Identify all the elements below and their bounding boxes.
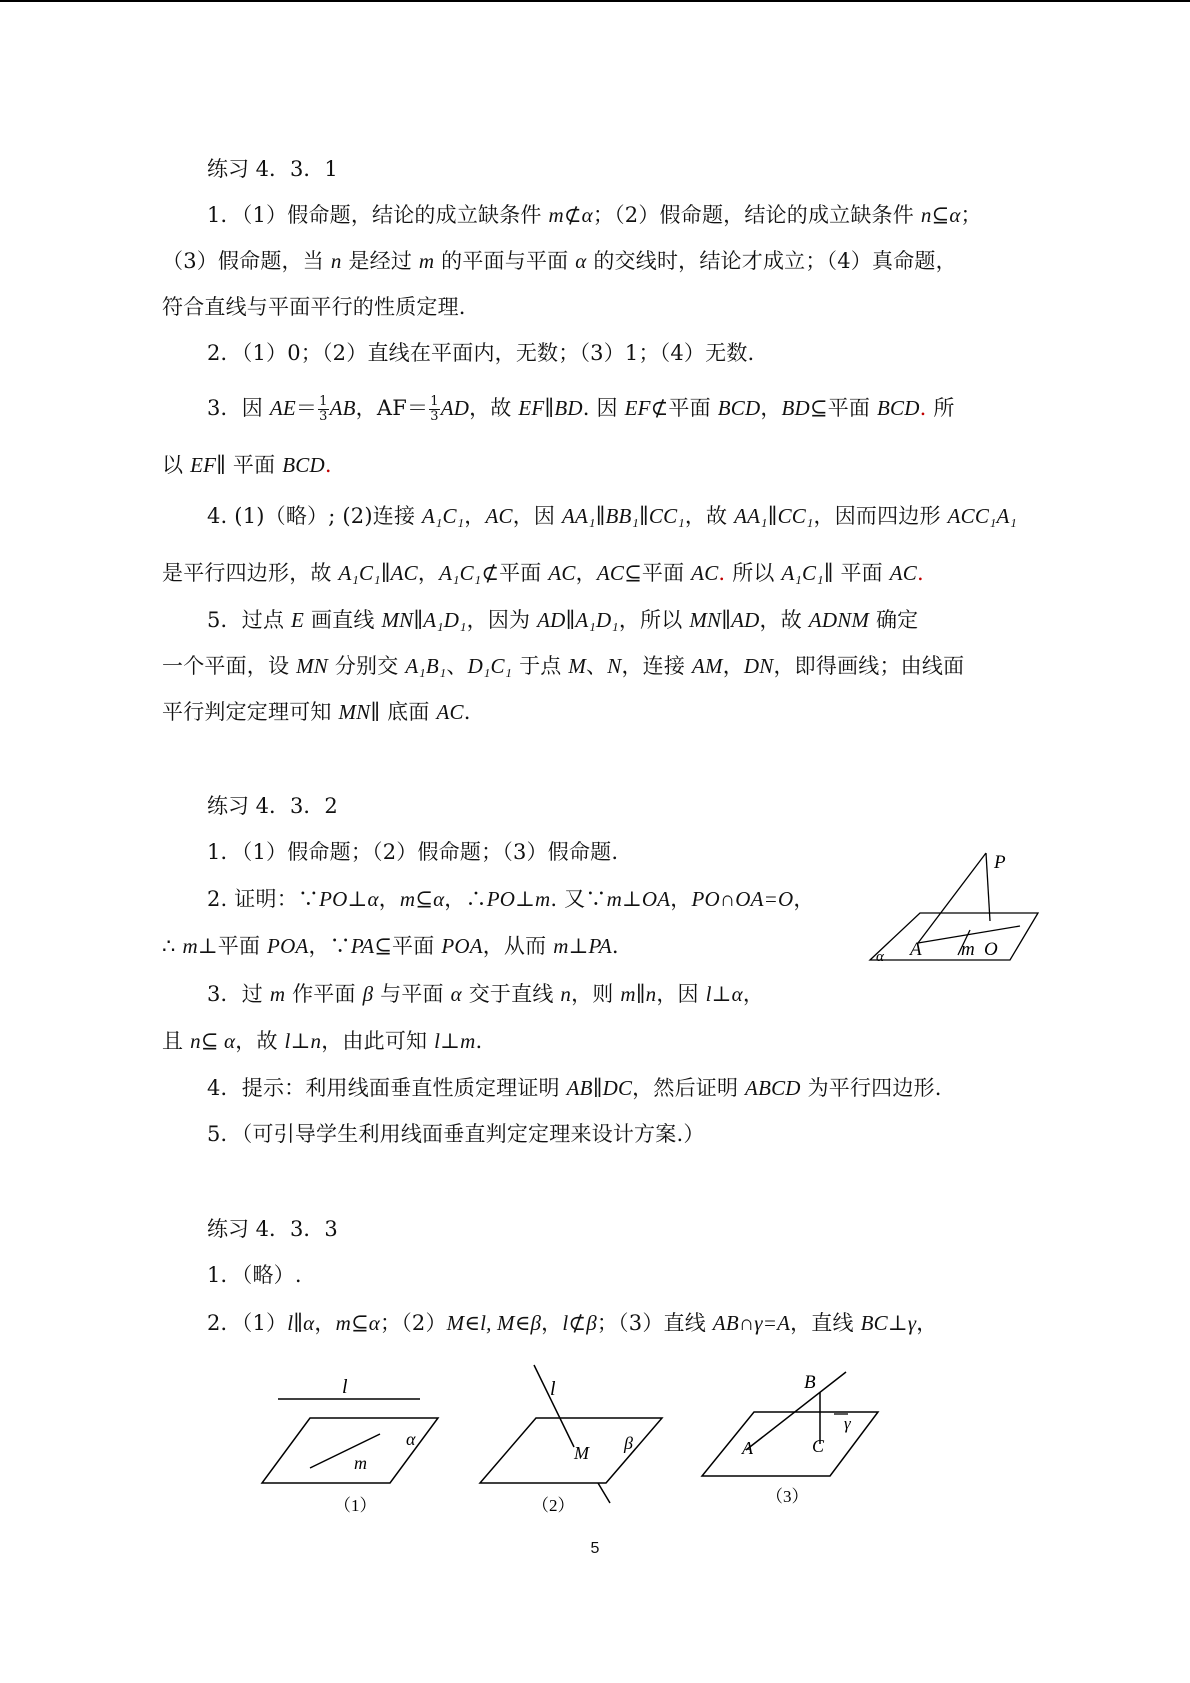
- text: ，因而四边形: [813, 504, 948, 528]
- math: A₁C₁∥: [781, 561, 834, 585]
- math: m: [269, 982, 286, 1006]
- text: 一个平面，设: [162, 654, 297, 678]
- text: ，故: [235, 1029, 285, 1053]
- math: AD: [440, 396, 470, 420]
- text: ；（3）直线: [596, 1311, 713, 1335]
- math: AC: [485, 504, 513, 528]
- label-M: M: [574, 1443, 589, 1463]
- math: m: [418, 249, 435, 273]
- label-B: B: [804, 1372, 816, 1393]
- text: 的平面与平面: [434, 249, 576, 273]
- answer-5-line-3: [162, 697, 1042, 727]
- fraction: [318, 395, 328, 424]
- text: 4．提示：利用线面垂直性质定理证明: [207, 1076, 567, 1100]
- fraction: [429, 395, 439, 424]
- label-alpha: α: [406, 1429, 416, 1449]
- math: MN∥AD: [689, 608, 760, 632]
- label-gamma: γ: [844, 1414, 851, 1433]
- math: PO⊥α: [319, 887, 379, 911]
- math: A₁C₁∥AC: [338, 561, 418, 585]
- text: ；（2）: [380, 1311, 447, 1335]
- text: 、: [446, 654, 468, 678]
- text: ，故: [684, 504, 735, 528]
- figure-plane-perpendicular: [860, 845, 1070, 970]
- math: AA₁∥CC₁: [734, 504, 814, 528]
- math: BCD: [877, 396, 920, 420]
- text: ，AF＝: [355, 396, 429, 420]
- text: ，: [760, 396, 782, 420]
- plane-gamma: [702, 1412, 878, 1476]
- text: 确定: [869, 608, 919, 632]
- math: PA: [350, 934, 375, 958]
- text: 的交线时，结论才成立；（4）真命题，: [586, 249, 957, 273]
- math: l⊄β: [562, 1311, 597, 1335]
- math: MN: [296, 654, 328, 678]
- text: 所: [926, 396, 955, 420]
- answer-1-line-3: 符合直线与平面平行的性质定理.: [162, 295, 466, 319]
- math: AB∩γ=A: [712, 1311, 791, 1335]
- text: . 因: [582, 396, 625, 420]
- section-heading-4-3-1: 练习 4．3．1: [207, 157, 338, 181]
- math: m⊥OA: [606, 887, 671, 911]
- math: ABCD: [745, 1076, 801, 1100]
- math: D₁C₁: [467, 654, 513, 678]
- label-l: l: [550, 1378, 556, 1400]
- caption-2: （2）: [532, 1496, 575, 1515]
- figure-1-line-parallel-plane: [250, 1365, 450, 1515]
- math: BCD: [282, 453, 325, 477]
- text: 2．（1）: [207, 1311, 288, 1335]
- text: 所以: [725, 561, 782, 585]
- math: EF∥BD: [518, 396, 583, 420]
- text: ，: [793, 887, 815, 911]
- math: l⊥α: [705, 982, 743, 1006]
- math: MN∥A₁D₁: [381, 608, 467, 632]
- math: ADNM: [808, 608, 870, 632]
- text: .: [611, 934, 619, 958]
- text: 交于直线: [461, 982, 561, 1006]
- answer-4: [207, 1073, 1087, 1103]
- text: ，: [670, 887, 692, 911]
- math: l⊥m: [434, 1029, 476, 1053]
- answer-1-line-1: [207, 200, 1087, 230]
- math: l⊥n: [284, 1029, 322, 1053]
- section-heading-4-3-2: 练习 4．3．2: [207, 794, 338, 818]
- text: ，然后证明: [632, 1076, 746, 1100]
- math: A₁C₁: [439, 561, 482, 585]
- label-m: m: [961, 939, 975, 960]
- fraction-denominator: 3: [319, 409, 328, 424]
- text: ，: [378, 887, 400, 911]
- math: α: [575, 249, 587, 273]
- text: ，由此可知: [321, 1029, 435, 1053]
- text: ，因: [656, 982, 706, 1006]
- text: ，因为: [466, 608, 538, 632]
- line-AB: [746, 1372, 846, 1450]
- math: BCD: [717, 396, 761, 420]
- math: AA₁∥BB₁∥CC₁: [562, 504, 685, 528]
- text: 底面: [380, 700, 437, 724]
- answer-5-line-1: [207, 605, 1087, 635]
- line-PA: [918, 853, 986, 943]
- math: M: [568, 654, 587, 678]
- math: n: [560, 982, 572, 1006]
- text: 2. 证明：∵: [207, 887, 320, 911]
- caption-3: （3）: [766, 1487, 809, 1506]
- text: 平面: [833, 561, 890, 585]
- answer-4-line-2: [162, 558, 1042, 588]
- text: ，从而: [482, 934, 554, 958]
- text: 以: [162, 453, 191, 477]
- fraction-numerator: 1: [319, 394, 328, 409]
- text: 5．过点: [207, 608, 292, 632]
- text: ，: [417, 561, 440, 585]
- text: ，连接: [621, 654, 692, 678]
- label-A: A: [910, 939, 922, 960]
- text: 是平行四边形，故: [162, 561, 339, 585]
- math: A₁C₁: [422, 504, 465, 528]
- text: ∴: [162, 934, 183, 958]
- answer-1-line-2: [162, 246, 1042, 276]
- text: .: [463, 700, 471, 724]
- plane-alpha: [262, 1418, 438, 1483]
- math: AE: [269, 396, 296, 420]
- math: PO⊥m: [486, 887, 551, 911]
- text: ⊥平面: [197, 934, 268, 958]
- math: n⊆α: [920, 203, 961, 227]
- math: N: [607, 654, 622, 678]
- label-alpha: α: [876, 949, 884, 965]
- answer-1: 1．（略）.: [207, 1263, 302, 1287]
- text: ，直线: [790, 1311, 861, 1335]
- math: M∈l, M∈β: [446, 1311, 542, 1335]
- answer-2: [207, 1308, 1087, 1338]
- answer-2: 2．（1）0；（2）直线在平面内，无数；（3）1；（4）无数.: [207, 341, 755, 365]
- red-period: .: [718, 561, 726, 585]
- text: ，: [722, 654, 744, 678]
- text: ，因: [512, 504, 563, 528]
- text: ，: [541, 1311, 563, 1335]
- math: AD∥A₁D₁: [537, 608, 619, 632]
- answer-3-line-1: [207, 979, 1087, 1009]
- text: 于点: [512, 654, 569, 678]
- text: ⊆平面: [624, 561, 692, 585]
- math: m: [182, 934, 198, 958]
- text: 3．过: [207, 982, 270, 1006]
- section-heading-4-3-3: 练习 4．3．3: [207, 1217, 338, 1241]
- caption-1: （1）: [334, 1496, 377, 1515]
- text: 是经过: [341, 249, 419, 273]
- label-l: l: [342, 1376, 348, 1398]
- text: . 又∵: [550, 887, 607, 911]
- math: AC: [889, 561, 918, 585]
- math: AB: [329, 396, 356, 420]
- fraction-numerator: 1: [430, 394, 439, 409]
- answer-1: 1．（1）假命题；（2）假命题；（3）假命题.: [207, 840, 619, 864]
- text: ，: [464, 504, 486, 528]
- text: ＝: [295, 396, 318, 420]
- line-l-below: [598, 1483, 610, 1503]
- math: n⊆ α: [190, 1029, 236, 1053]
- text: 为平行四边形.: [800, 1076, 942, 1100]
- label-A: A: [742, 1438, 753, 1458]
- text: 1．（1）假命题，结论的成立缺条件: [207, 203, 549, 227]
- math: AM: [691, 654, 723, 678]
- figure-2-line-intersect-plane: [470, 1355, 670, 1515]
- math: BD: [781, 396, 810, 420]
- math: POA: [267, 934, 309, 958]
- math: BC⊥γ: [860, 1311, 917, 1335]
- text: ，则: [571, 982, 621, 1006]
- answer-3-line-1: [207, 393, 1087, 424]
- math: AC: [548, 561, 576, 585]
- math: m⊆α: [335, 1311, 380, 1335]
- answer-5: 5．（可引导学生利用线面垂直判定定理来设计方案.）: [207, 1122, 705, 1146]
- math: m∥n: [620, 982, 657, 1006]
- text: ⊄平面: [650, 396, 718, 420]
- math: AC: [691, 561, 719, 585]
- text: ，所以: [618, 608, 690, 632]
- math: α: [450, 982, 462, 1006]
- text: 画直线: [304, 608, 382, 632]
- fraction-denominator: 3: [430, 409, 439, 424]
- top-rule: [0, 0, 1190, 2]
- math: m⊄α: [548, 203, 593, 227]
- math: AC: [436, 700, 464, 724]
- math: AB∥DC: [566, 1076, 633, 1100]
- math: E: [291, 608, 305, 632]
- math: MN∥: [338, 700, 381, 724]
- label-beta: β: [624, 1433, 633, 1453]
- text: 平行判定定理可知: [162, 700, 339, 724]
- text: 、: [586, 654, 608, 678]
- plane-beta: [480, 1418, 662, 1483]
- page-number: 5: [590, 1540, 600, 1557]
- answer-3-line-2: [162, 450, 1042, 480]
- text: ，故: [469, 396, 519, 420]
- answer-4-line-1: [207, 501, 1087, 531]
- text: 作平面: [285, 982, 363, 1006]
- text: ⊆平面: [809, 396, 877, 420]
- text: .: [475, 1029, 483, 1053]
- label-O: O: [984, 939, 998, 960]
- red-period: .: [324, 453, 332, 477]
- math: β: [362, 982, 374, 1006]
- math: ACC₁A₁: [947, 504, 1018, 528]
- math: EF: [624, 396, 651, 420]
- text: ⊆平面: [374, 934, 442, 958]
- line-m: [310, 1434, 380, 1468]
- red-period: .: [917, 561, 924, 585]
- text: 4. (1)（略）; (2)连接: [207, 504, 423, 528]
- math: POA: [441, 934, 483, 958]
- math: DN: [743, 654, 774, 678]
- math: m⊆α: [399, 887, 445, 911]
- text: ，∴: [444, 887, 487, 911]
- line-PO: [986, 853, 990, 921]
- text: 分别交: [327, 654, 406, 678]
- text: ，: [916, 1311, 938, 1335]
- math: A₁B₁: [405, 654, 447, 678]
- text: ，故: [759, 608, 809, 632]
- math: m⊥PA: [553, 934, 612, 958]
- answer-5-line-2: [162, 651, 1042, 681]
- math: l∥α: [287, 1311, 315, 1335]
- text: （3）假命题，当: [162, 249, 331, 273]
- text: ，: [742, 982, 765, 1006]
- text: ，∵: [308, 934, 351, 958]
- text: ，: [575, 561, 597, 585]
- red-period: .: [919, 396, 927, 420]
- math: AC: [596, 561, 625, 585]
- math: n: [330, 249, 342, 273]
- text: 与平面: [373, 982, 451, 1006]
- text: ，: [314, 1311, 336, 1335]
- answer-3-line-2: [162, 1026, 1042, 1056]
- label-P: P: [994, 852, 1006, 873]
- math: EF∥: [190, 453, 227, 477]
- figure-3-line-perpendicular-plane: [690, 1360, 890, 1510]
- text: ⊄平面: [481, 561, 549, 585]
- text: ；: [960, 203, 982, 227]
- text: ，即得画线；由线面: [773, 654, 965, 678]
- text: ；（2）假命题，结论的成立缺条件: [592, 203, 921, 227]
- math: PO∩OA=O: [691, 887, 794, 911]
- text: 且: [162, 1029, 191, 1053]
- text: 平面: [226, 453, 283, 477]
- label-m: m: [354, 1453, 367, 1473]
- text: 3．因: [207, 396, 270, 420]
- label-C: C: [812, 1436, 825, 1456]
